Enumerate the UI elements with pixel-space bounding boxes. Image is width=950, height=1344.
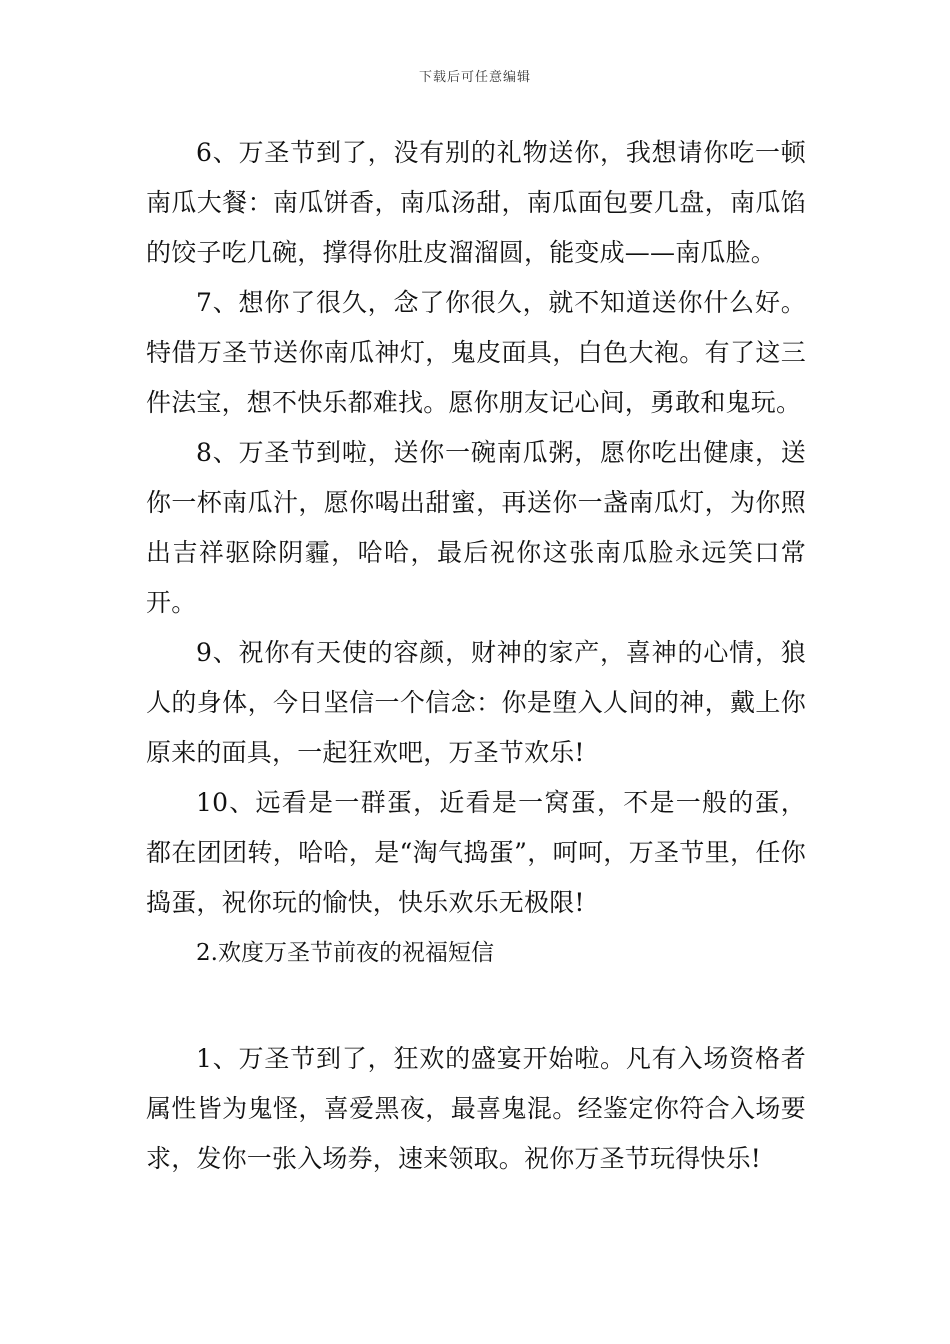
document-body bbox=[146, 128, 806, 1184]
paragraph-item-10: 10、远看是一群蛋，近看是一窝蛋，不是一般的蛋，都在团团转，哈哈，是“淘气捣蛋”，呵呵，万圣节里，任你捣蛋，祝你玩的愉快，快乐欢乐无极限! bbox=[146, 788, 806, 917]
paragraph-item-9: 9、祝你有天使的容颜，财神的家产，喜神的心情，狼人的身体，今日坚信一个信念：你是堕入人间的神，戴上你原来的面具，一起狂欢吧，万圣节欢乐! bbox=[146, 638, 806, 767]
paragraph-item-1: 1、万圣节到了，狂欢的盛宴开始啦。凡有入场资格者属性皆为鬼怪，喜爱黑夜，最喜鬼混。经鉴定你符合入场要求，发你一张入场券，速来领取。祝你万圣节玩得快乐! bbox=[146, 1044, 806, 1173]
paragraph-item-8: 8、万圣节到啦，送你一碗南瓜粥，愿你吃出健康，送你一杯南瓜汁，愿你喝出甜蜜，再送你一盏南瓜灯，为你照出吉祥驱除阴霾，哈哈，最后祝你这张南瓜脸永远笑口常开。 bbox=[146, 438, 806, 617]
paragraph-item-6: 6、万圣节到了，没有别的礼物送你，我想请你吃一顿南瓜大餐：南瓜饼香，南瓜汤甜，南瓜面包要几盘，南瓜馅的饺子吃几碗，撑得你肚皮溜溜圆，能变成——南瓜脸。 bbox=[146, 138, 806, 267]
section-heading: 2.欢度万圣节前夜的祝福短信 bbox=[196, 940, 494, 966]
page-header-note: 下载后可任意编辑 bbox=[418, 70, 531, 85]
paragraph-item-7: 7、想你了很久，念了你很久，就不知道送你什么好。特借万圣节送你南瓜神灯，鬼皮面具，白色大袍。有了这三件法宝，想不快乐都难找。愿你朋友记心间，勇敢和鬼玩。 bbox=[146, 288, 806, 417]
section-spacer bbox=[146, 978, 806, 1034]
